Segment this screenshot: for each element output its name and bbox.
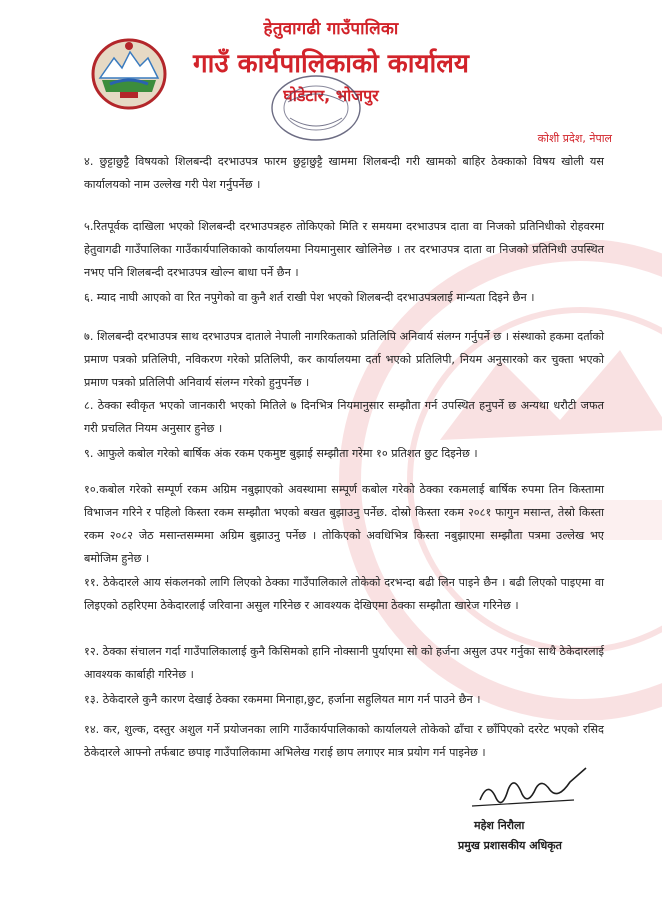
office-title: गाउँ कार्यपालिकाको कार्यालय [193, 49, 469, 79]
clause-10: १०.कबोल गरेको सम्पूर्ण रकम अग्रिम नबुझाएको अवस्थामा सम्पूर्ण कबोल गरेको ठेक्का रकमलाई बार्षिक रुपमा तिन किस्तामा विभाजन गरिने र पहिलो किस्ता रकम सम्झौता भएको बखत बुझाउनु पर्नेछ. दोस्रो किस्ता रकम २०८१ फागुन मसान्त, तेस्रो किस्ता रकम २०८२ जेठ मसान्तसम्ममा अग्रिम बुझाउनु पर्नेछ । तोकिएको अवधिभित्र किस्ता नबुझाएमा सम्झौता पत्रमा उल्लेख भए बमोजिम हुनेछ । [84, 483, 604, 565]
clause-9: ९. आफुले कबोल गरेको बार्षिक अंक रकम एकमुष्ट बुझाई सम्झौता गरेमा १० प्रतिशत छुट दिइनेछ । [84, 447, 478, 460]
municipality-name: हेतुवागढी गाउँपालिका [263, 19, 399, 39]
clause-7: ७. शिलबन्दी दरभाउपत्र साथ दरभाउपत्र दाताले नेपाली नागरिकताको प्रतिलिपि अनिवार्य संलग्न गर्नुपर्ने छ । संस्थाको हकमा दर्ताको प्रमाण पत्रको प्रतिलिपी, नविकरण गरेको प्रतिलिपी, कर कार्यालयमा दर्ता भएको प्रतिलिपी, नियम अनुसारको कर चुक्ता भएको प्रमाण पत्रको प्रतिलिपी अनिवार्य संलग्न गरेको हुनुपर्नेछ । [84, 330, 604, 389]
clause-13: १३. ठेकेदारले कुनै कारण देखाई ठेक्का रकममा मिनाहा,छुट, हर्जाना सहुलियत माग गर्न पाउने छैन । [84, 693, 481, 706]
clause-5: ५.रितपूर्वक दाखिला भएको शिलबन्दी दरभाउपत्रहरु तोकिएको मिति र समयमा दरभाउपत्र दाता वा निजको प्रतिनिधीको रोहवरमा हेतुवागढी गाउँपालिका गाउँकार्यपालिकाको कार्यालयमा नियमानुसार खोलिनेछ । तर दरभाउपत्र दाता वा निजको प्रतिनिधी उपस्थित नभए पनि शिलबन्दी दरभाउपत्र खोल्न बाधा पर्ने छैन । [84, 220, 604, 279]
handwritten-signature [462, 760, 592, 820]
province-label: कोशी प्रदेश, नेपाल [537, 132, 612, 145]
signatory-title: प्रमुख प्रशासकीय अधिकृत [458, 839, 562, 852]
office-location: घोडेटार, भोजपुर [283, 86, 379, 105]
clause-12: १२. ठेक्का संचालन गर्दा गाउँपालिकालाई कुनै किसिमको हानि नोक्सानी पुर्याएमा सो को हर्जना असुल उपर गर्नुका साथै ठेकेदारलाई आवश्यक कार्बाही गरिनेछ । [84, 645, 604, 681]
clause-14: १४. कर, शुल्क, दस्तुर अशुल गर्ने प्रयोजनका लागि गाउँकार्यपालिकाको कार्यालयले तोकेको ढाँचा र छाँपिएको दररेट भएको रसिद ठेकेदारले आफ्नो तर्फबाट छपाइ गाउँपालिकामा अभिलेख गराई छाप लगाएर मात्र प्रयोग गर्न पाइनेछ । [84, 723, 604, 759]
clause-6: ६. म्याद नाघी आएको वा रित नपुगेको वा कुनै शर्त राखी पेश भएको शिलबन्दी दरभाउपत्रलाई मान्यता दिइने छैन । [84, 291, 535, 304]
clause-8: ८. ठेक्का स्वीकृत भएको जानकारी भएको मितिले ७ दिनभित्र नियमानुसार सम्झौता गर्न उपस्थित हनुपर्ने छ अन्यथा धरौटी जफत गरी प्रचलित नियम अनुसार हुनेछ । [84, 399, 604, 435]
clause-4: ४. छुट्टाछुट्टै विषयको शिलबन्दी दरभाउपत्र फारम छुट्टाछुट्टै खाममा शिलबन्दी गरी खामको बाहिर ठेक्काको विषय खोली यस कार्यालयको नाम उल्लेख गरी पेश गर्नुपर्नेछ । [84, 155, 604, 191]
clause-11: ११. ठेकेदारले आय संकलनको लागि लिएको ठेक्का गाउँपालिकाले तोकेको दरभन्दा बढी लिन पाइने छैन । बढी लिएको पाइएमा वा लिइएको ठहरिएमा ठेकेदारलाई जरिवाना असुल गरिनेछ र आवश्यक देखिएमा ठेक्का सम्झौता खारेज गरिनेछ । [84, 576, 604, 612]
office-seal-stamp [268, 72, 364, 144]
signatory-name: महेश निरौला [474, 819, 525, 832]
